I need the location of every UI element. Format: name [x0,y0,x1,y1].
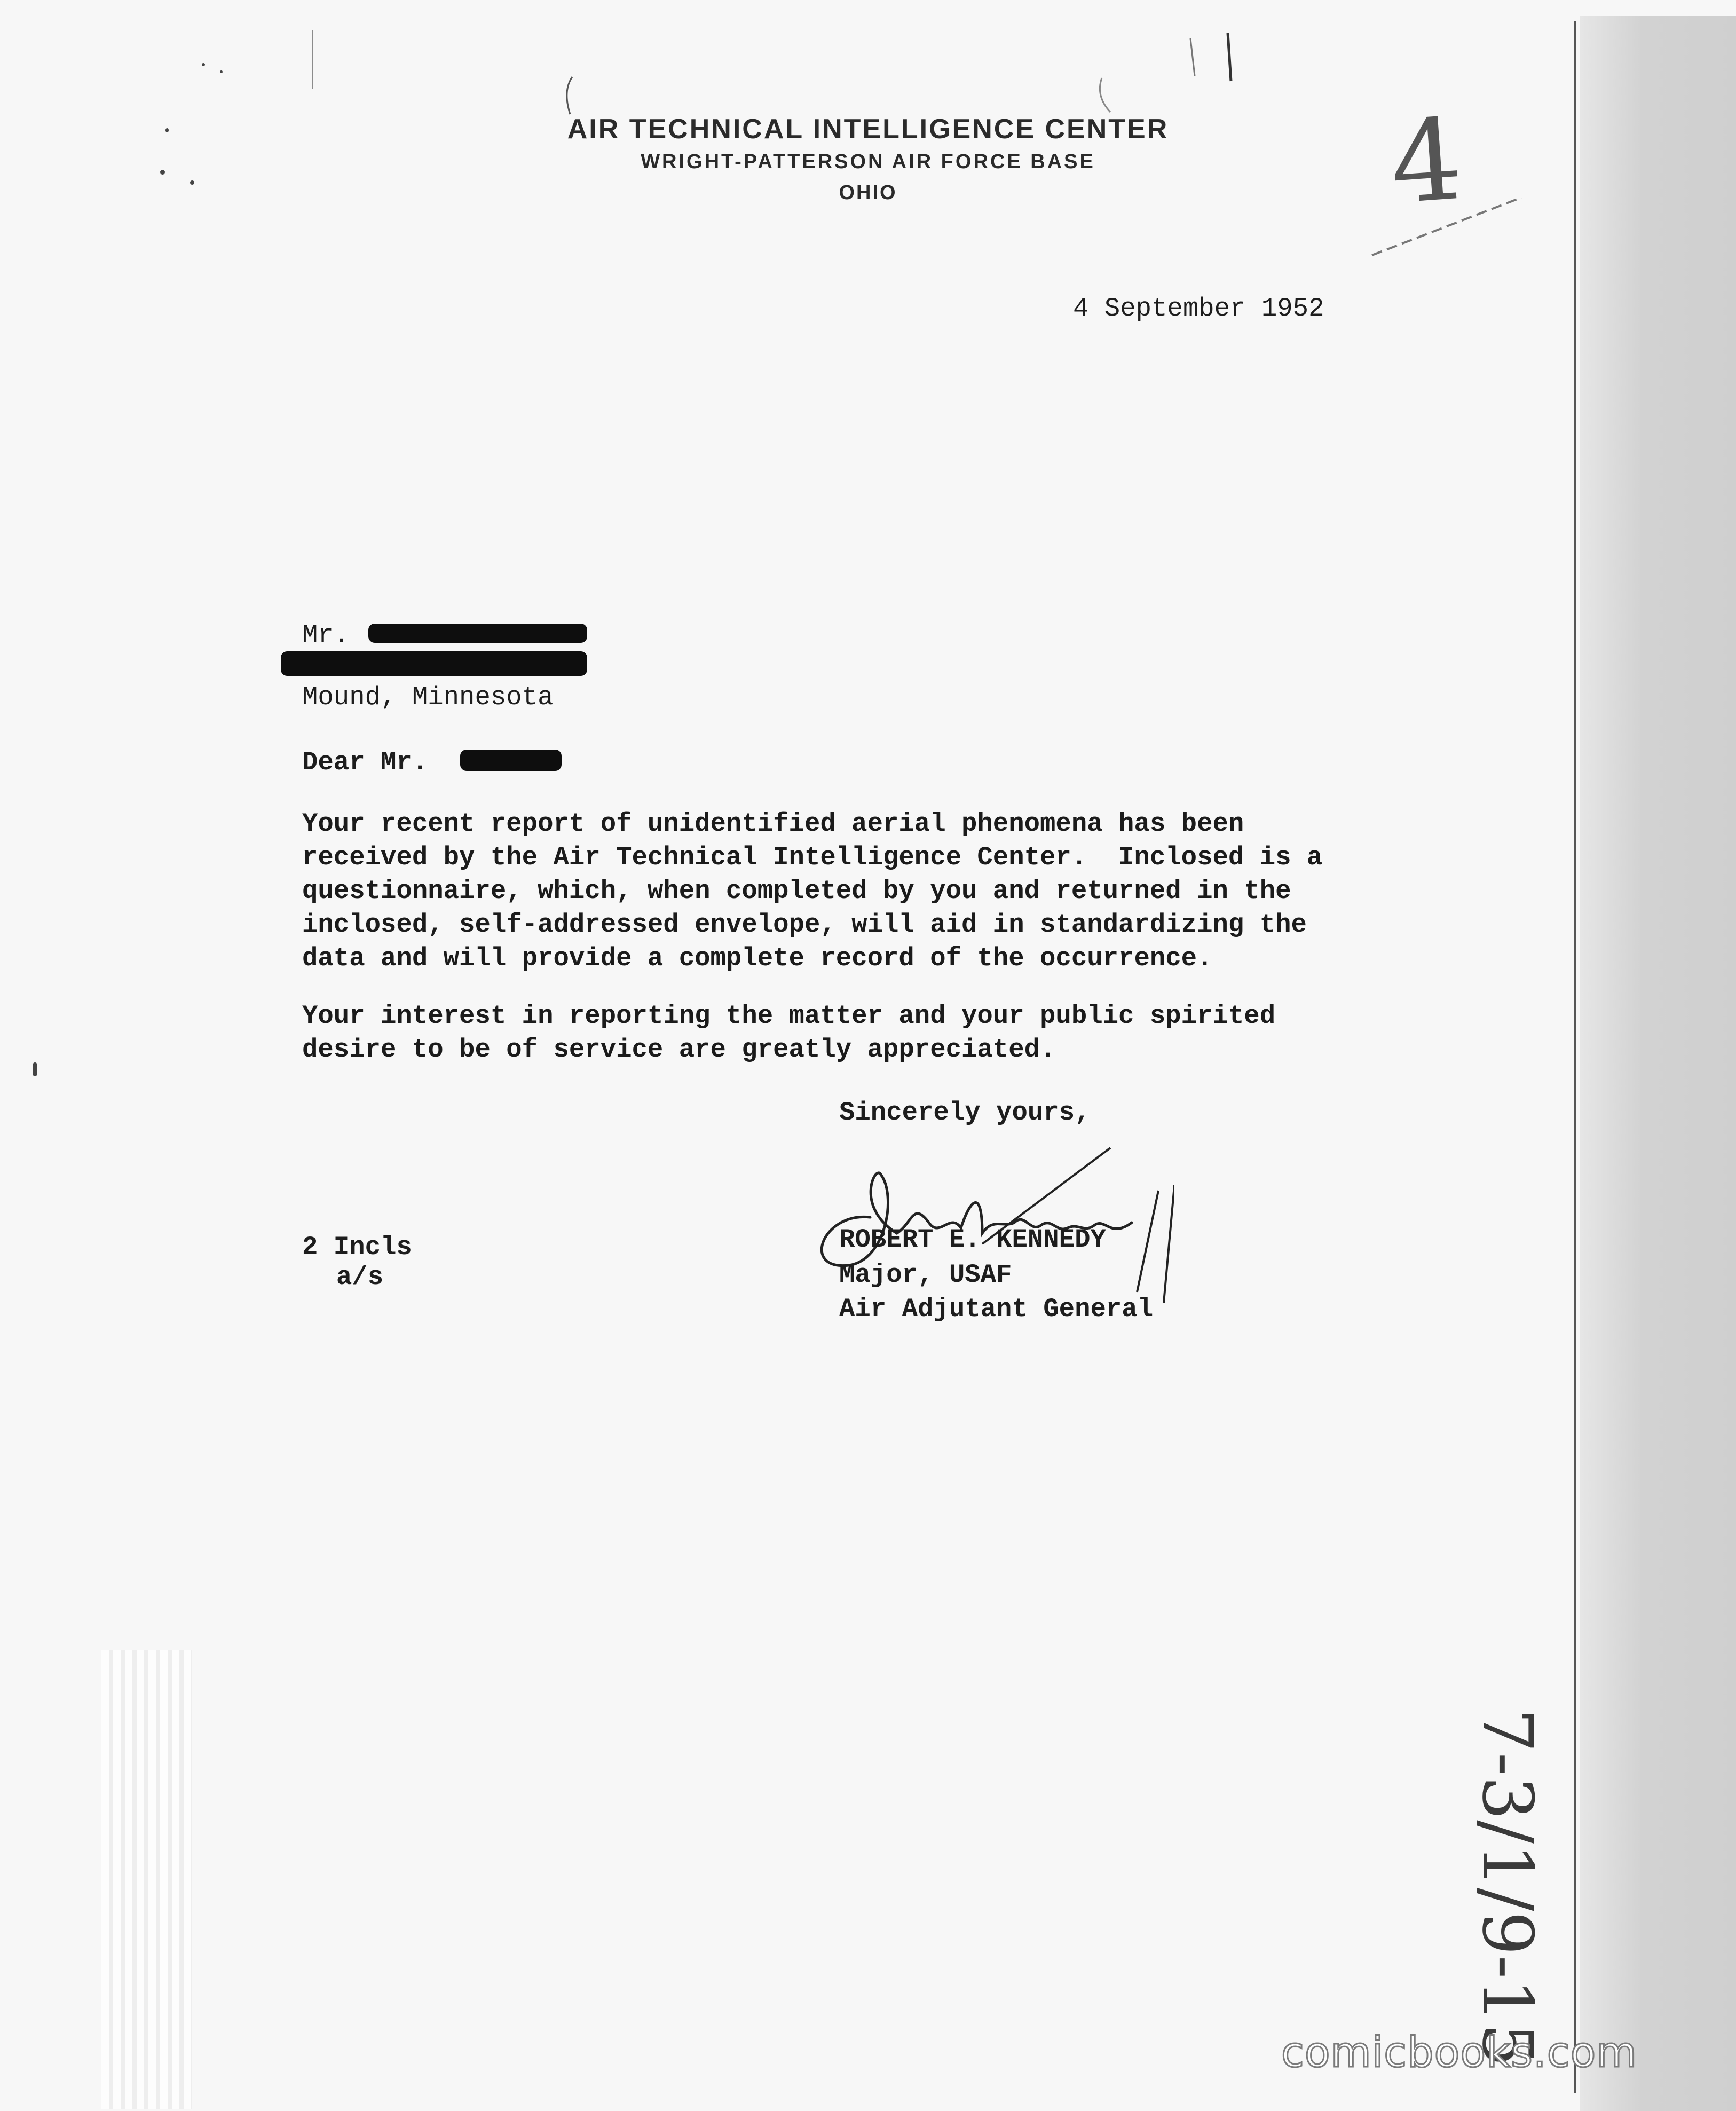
signer-rank: Major, USAF [839,1260,1012,1290]
handwritten-page-number: 4 [1386,93,1466,230]
scan-speck [33,1062,37,1076]
body-paragraph-1: Your recent report of unidentified aerial phenomena has been received by the Air Technical Intelligence Center. Inclosed is a questionnaire, which, when completed by you and returned in the inclosed, self-addressed envelope, will aid in standardizing the data and will provide a complete record of the occurrence. [302,809,1323,973]
letterhead-state: OHIO [839,182,897,204]
scan-artifact-strip [101,1650,192,2109]
signer-name: ROBERT E. KENNEDY [839,1225,1106,1255]
watermark-logo: comicbooks.com [1281,2029,1638,2077]
redacted-name [368,624,587,643]
scan-speck [312,30,313,89]
redacted-street [281,651,587,676]
recipient-prefix: Mr. [302,620,350,650]
scan-speck [202,63,205,66]
recipient-city: Mound, Minnesota [302,682,554,712]
bracket-mark-right [1094,75,1116,117]
letterhead-base: WRIGHT-PATTERSON AIR FORCE BASE [641,151,1095,173]
scan-speck [220,70,223,73]
body-paragraph-2: Your interest in reporting the matter and your public spirited desire to be of service are greatly appreciated. [302,1001,1276,1065]
closing: Sincerely yours, [839,1098,1091,1128]
handwritten-dash [1367,192,1527,262]
letter-date: 4 September 1952 [1073,294,1324,324]
redacted-greeting-name [460,750,562,771]
top-tick-marks [1185,28,1249,86]
enclosures-note: a/s [336,1262,384,1292]
enclosures-count: 2 Incls [302,1232,412,1262]
handwritten-margin-note: 7-3/1/9-15 [1467,1708,1548,2067]
page-edge-line [1574,21,1576,2093]
scan-shadow [1580,16,1736,2111]
letterhead-title: AIR TECHNICAL INTELLIGENCE CENTER [567,114,1169,145]
bracket-mark-left [561,75,577,117]
greeting: Dear Mr. [302,747,428,777]
signer-title: Air Adjutant General [839,1294,1154,1324]
